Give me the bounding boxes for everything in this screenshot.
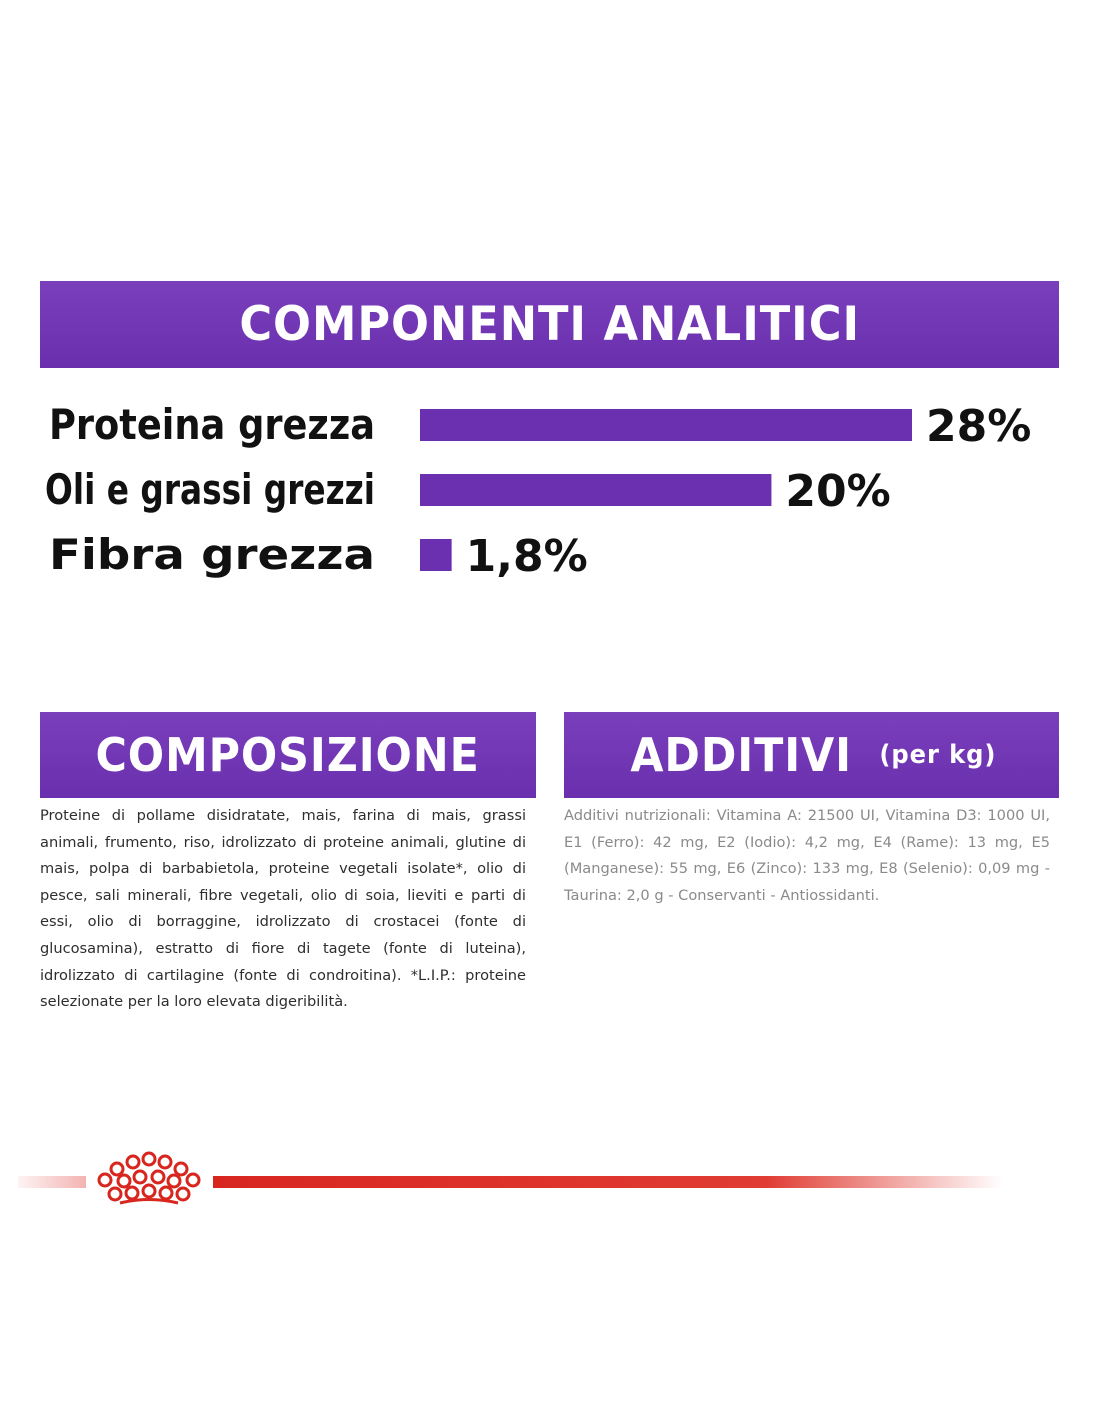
category-label: Oli e grassi grezzi	[45, 465, 375, 514]
additives-title: ADDITIVI	[630, 728, 853, 782]
analytic-components-chart	[0, 385, 1100, 590]
category-label: Proteina grezza	[49, 400, 375, 449]
bar	[420, 539, 452, 571]
bar	[420, 409, 912, 441]
composition-banner	[40, 712, 536, 798]
composition-text: Proteine di pollame disidratate, mais, farina di mais, grassi animali, frumento, riso, idrolizzato di proteine animali, glutine di mais, polpa di barbabietola, proteine vegetali isolate*, olio di pesce, sali minerali, fibre vegetali, olio di soia, lieviti e parti di essi, olio di borraggine, idrolizzato di crostacei (fonte di glucosamina), estratto di fiore di tagete (fonte di luteina), idrolizzato di cartilagine (fonte di condroitina). *L.I.P.: proteine selezionate per la loro elevata digeribilità.	[40, 807, 526, 1011]
analytic-components-title: COMPONENTI ANALITICI	[239, 297, 860, 352]
analytic-components-banner	[40, 281, 1059, 368]
royal-crown-icon	[94, 1150, 204, 1212]
composition-title: COMPOSIZIONE	[95, 728, 481, 782]
footer-line-left	[18, 1176, 86, 1188]
category-label: Fibra grezza	[49, 530, 375, 579]
value-label: 20%	[785, 466, 891, 517]
value-label: 28%	[926, 401, 1032, 452]
additives-banner	[564, 712, 1059, 798]
value-label: 1,8%	[465, 531, 588, 582]
footer-line-right	[213, 1176, 1003, 1188]
additives-subtitle: (per kg)	[879, 740, 997, 770]
additives-text: Additivi nutrizionali: Vitamina A: 21500 UI, Vitamina D3: 1000 UI, E1 (Ferro): 42 mg, E2 (Iodio): 4,2 mg, E4 (Rame): 13 mg, E5 (Manganese): 55 mg, E6 (Zinco): 133 mg, E8 (Selenio): 0,09 mg - Taurina: 2,0 g - Conservanti - Antiossidanti.	[564, 807, 1050, 904]
bar	[420, 474, 771, 506]
